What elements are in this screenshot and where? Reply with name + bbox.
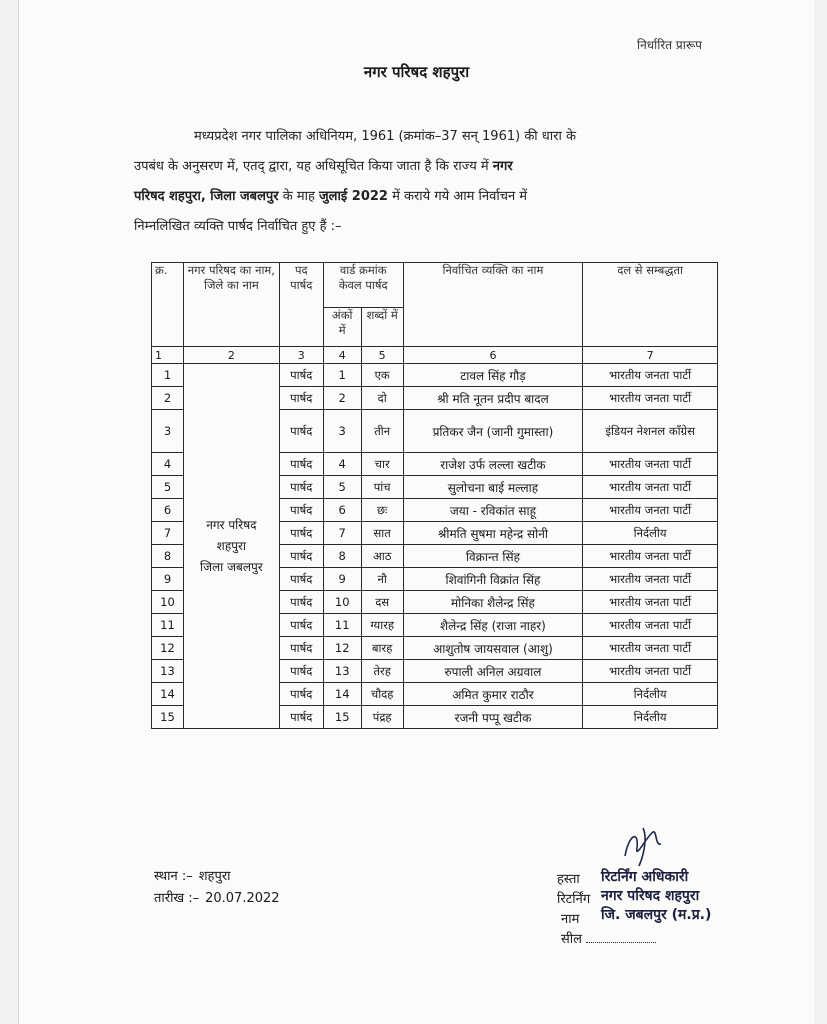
cell-ward-word: तेरह [361,660,403,683]
cell-post: पार्षद [279,660,323,683]
cell-elected-name: रुपाली अनिल अग्रवाल [403,660,583,683]
cell-elected-name: राजेश उर्फ लल्ला खटीक [403,453,583,476]
header-council: नगर परिषद का नाम, जिले का नाम [183,263,279,347]
cell-ward-word: ग्यारह [361,614,403,637]
intro-line-1: मध्यप्रदेश नगर पालिका अधिनियम, 1961 (क्रमांक–37 सन् 1961) की धारा के [194,129,576,144]
cell-party: भारतीय जनता पार्टी [583,614,718,637]
intro-line-3b: में कराये गये आम निर्वाचन में [387,189,528,204]
cell-post: पार्षद [279,522,323,545]
cell-post: पार्षद [279,706,323,729]
header-sr: क्र. [152,263,184,347]
col-number: 2 [183,347,279,364]
cell-party: इंडियन नेशनल काँग्रेस [583,410,718,453]
cell-sr: 5 [152,476,184,499]
cell-ward-number: 4 [323,453,361,476]
intro-month: जुलाई 2022 [319,189,388,204]
col-number: 6 [403,347,583,364]
document-page [18,0,814,1024]
cell-ward-number: 14 [323,683,361,706]
seal-line [586,930,656,943]
officer-seal [601,868,711,925]
cell-ward-number: 15 [323,706,361,729]
intro-council-name: परिषद शहपुरा, जिला जबलपुर [134,189,279,204]
cell-sr: 3 [152,410,184,453]
cell-elected-name: अमित कुमार राठौर [403,683,583,706]
header-ward-words: शब्दों में [361,308,403,347]
cell-post: पार्षद [279,410,323,453]
cell-post: पार्षद [279,364,323,387]
cell-party: भारतीय जनता पार्टी [583,637,718,660]
cell-sr: 9 [152,568,184,591]
cell-elected-name: टावल सिंह गौड़ [403,364,583,387]
council-name-line: शहपुरा [216,538,247,553]
cell-ward-number: 8 [323,545,361,568]
cell-post: पार्षद [279,683,323,706]
cell-sr: 7 [152,522,184,545]
cell-ward-number: 12 [323,637,361,660]
cell-post: पार्षद [279,568,323,591]
date-value: 20.07.2022 [205,891,280,906]
cell-ward-number: 2 [323,387,361,410]
cell-post: पार्षद [279,476,323,499]
cell-elected-name: शिवांगिनी विक्रांत सिंह [403,568,583,591]
council-name-line: जिला जबलपुर [200,559,263,574]
page-title: नगर परिषद शहपुरा [363,63,470,81]
header-name: निर्वाचित व्यक्ति का नाम [403,263,583,347]
cell-party: भारतीय जनता पार्टी [583,568,718,591]
col-number: 4 [323,347,361,364]
seal-label: सील [561,932,582,947]
header-party: दल से सम्बद्धता [583,263,718,347]
cell-sr: 10 [152,591,184,614]
cell-post: पार्षद [279,591,323,614]
cell-elected-name: मोनिका शैलेन्द्र सिंह [403,591,583,614]
cell-post: पार्षद [279,387,323,410]
form-type-label: निर्धारित प्रारूप [636,38,702,52]
cell-party: भारतीय जनता पार्टी [583,499,718,522]
cell-elected-name: सुलोचना बाई मल्लाह [403,476,583,499]
cell-elected-name: विक्रान्त सिंह [403,545,583,568]
cell-sr: 11 [152,614,184,637]
cell-ward-word: नौ [361,568,403,591]
cell-ward-word: चौदह [361,683,403,706]
cell-ward-word: छः [361,499,403,522]
cell-ward-number: 5 [323,476,361,499]
cell-post: पार्षद [279,453,323,476]
cell-party: भारतीय जनता पार्टी [583,453,718,476]
cell-council-name [183,364,279,729]
col-number: 3 [279,347,323,364]
cell-ward-word: पंद्रह [361,706,403,729]
col-number: 1 [152,347,184,364]
cell-sr: 15 [152,706,184,729]
col-number: 5 [361,347,403,364]
cell-ward-word: सात [361,522,403,545]
cell-post: पार्षद [279,499,323,522]
cell-ward-number: 9 [323,568,361,591]
cell-post: पार्षद [279,545,323,568]
cell-ward-word: पांच [361,476,403,499]
cell-party: भारतीय जनता पार्टी [583,476,718,499]
cell-sr: 14 [152,683,184,706]
cell-elected-name: शैलेन्द्र सिंह (राजा नाहर) [403,614,583,637]
cell-ward-number: 13 [323,660,361,683]
intro-line-2: उपबंध के अनुसरण में, एतद् द्वारा, यह अधिसूचित किया जाता है कि राज्य में [134,159,493,174]
header-ward-digits: अंकों में [323,308,361,347]
cell-party: निर्दलीय [583,683,718,706]
cell-party: निर्दलीय [583,522,718,545]
intro-line-4: निम्नलिखित व्यक्ति पार्षद निर्वाचित हुए हैं :– [134,219,342,234]
cell-elected-name: श्रीमति सुषमा महेन्द्र सोनी [403,522,583,545]
intro-paragraph [134,122,712,242]
cell-party: भारतीय जनता पार्टी [583,364,718,387]
cell-ward-number: 10 [323,591,361,614]
cell-sr: 8 [152,545,184,568]
cell-sr: 12 [152,637,184,660]
name-label: नाम [561,912,580,927]
place-date-block [154,866,280,910]
col-number: 7 [583,347,718,364]
cell-ward-word: दो [361,387,403,410]
place-value: शहपुरा [198,869,231,884]
cell-sr: 6 [152,499,184,522]
seal-line-3: जि. जबलपुर (म.प्र.) [601,907,712,923]
date-label: तारीख :– [154,891,200,906]
cell-party: भारतीय जनता पार्टी [583,660,718,683]
cell-elected-name: जया - रविकांत साहू [403,499,583,522]
cell-sr: 1 [152,364,184,387]
place-label: स्थान :– [154,869,193,884]
header-post: पद पार्षद [279,263,323,347]
cell-sr: 4 [152,453,184,476]
cell-ward-word: एक [361,364,403,387]
cell-party: भारतीय जनता पार्टी [583,591,718,614]
cell-post: पार्षद [279,637,323,660]
intro-line-2-bold: नगर [492,159,513,174]
header-ward: वार्ड क्रमांक केवल पार्षद [323,263,403,308]
cell-ward-word: चार [361,453,403,476]
cell-ward-number: 3 [323,410,361,453]
cell-ward-word: बारह [361,637,403,660]
cell-elected-name: आशुतोष जायसवाल (आशु) [403,637,583,660]
cell-elected-name: श्री मति नूतन प्रदीप बादल [403,387,583,410]
cell-elected-name: रजनी पप्पू खटीक [403,706,583,729]
seal-line-2: नगर परिषद शहपुरा [601,888,700,904]
cell-ward-word: तीन [361,410,403,453]
seal-line-1: रिटर्निंग अधिकारी [601,869,689,885]
cell-party: भारतीय जनता पार्टी [583,387,718,410]
cell-sr: 13 [152,660,184,683]
cell-ward-number: 6 [323,499,361,522]
cell-ward-word: दस [361,591,403,614]
signature-mark [617,826,677,870]
cell-party: निर्दलीय [583,706,718,729]
cell-sr: 2 [152,387,184,410]
councillors-table [151,262,718,729]
council-name-line: नगर परिषद [206,517,257,532]
sign-label: हस्ता [557,872,580,887]
cell-party: भारतीय जनता पार्टी [583,545,718,568]
cell-post: पार्षद [279,614,323,637]
cell-ward-number: 7 [323,522,361,545]
cell-ward-number: 1 [323,364,361,387]
cell-ward-number: 11 [323,614,361,637]
intro-line-3a: के माह [278,189,320,204]
table-row [152,364,718,387]
cell-elected-name: प्रतिकर जैन (जानी गुमास्ता) [403,410,583,453]
ro-label: रिटर्निंग [557,892,591,907]
cell-ward-word: आठ [361,545,403,568]
